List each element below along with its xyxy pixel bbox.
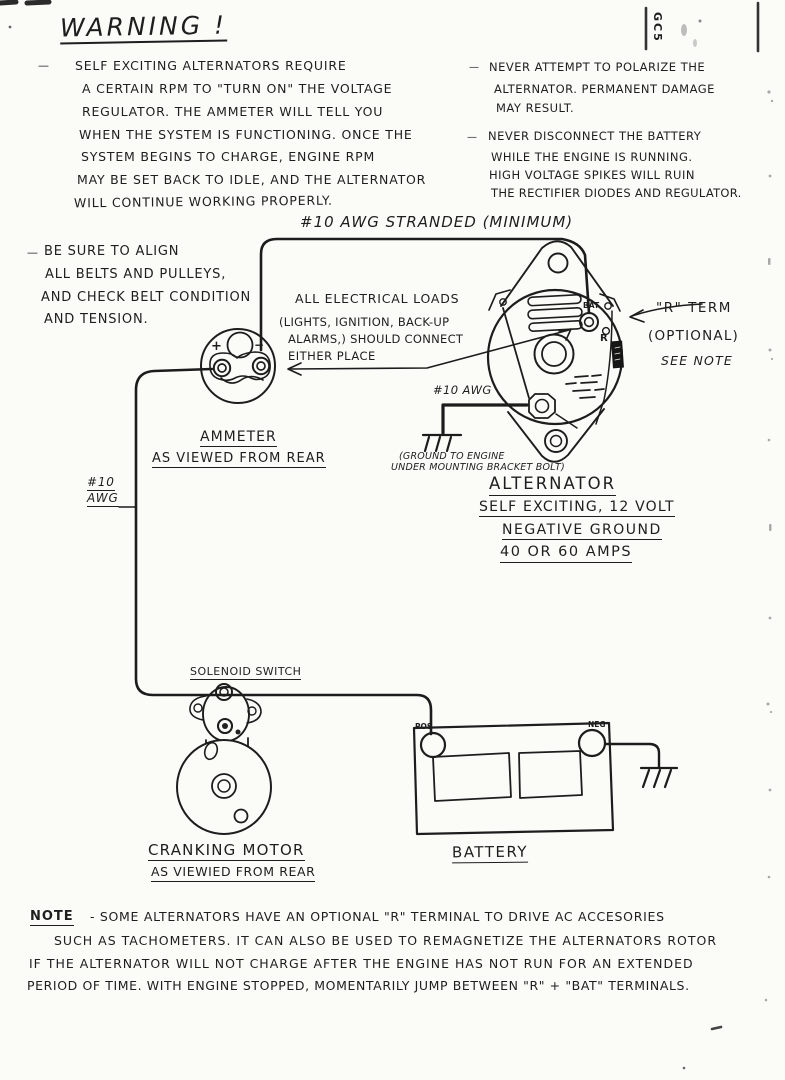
cranking-motor-body [177, 740, 271, 834]
bat-terminal-label: BAT. [583, 301, 601, 310]
ammeter-plus-sign: + [211, 339, 223, 354]
warning-left-line: MAY BE SET BACK TO IDLE, AND THE ALTERNATOR [77, 172, 427, 187]
warning-right-line: MAY RESULT. [496, 101, 575, 115]
left-wire-gauge-label: #10 [87, 475, 115, 489]
cranking-motor-title: CRANKING MOTOR [148, 841, 305, 859]
alternator-drawing [488, 241, 624, 462]
solenoid-title: SOLENOID SWITCH [190, 665, 302, 678]
bullet-dash: — [467, 132, 478, 143]
warning-right-line: ALTERNATOR. PERMANENT DAMAGE [494, 82, 715, 96]
alternator-left-tab [489, 290, 510, 310]
warning-left-line: WILL CONTINUE WORKING PROPERLY. [73, 192, 333, 211]
right-margin-specks [765, 90, 774, 1001]
note-line: PERIOD OF TIME. WITH ENGINE STOPPED, MOMENTARILY JUMP BETWEEN "R" + "BAT" TERMINALS. [27, 978, 690, 993]
alternator-spec-line: NEGATIVE GROUND [502, 522, 662, 538]
left-wire-gauge-label: AWG [87, 491, 119, 505]
note-line: SUCH AS TACHOMETERS. IT CAN ALSO BE USED TO REMAGNETIZE THE ALTERNATORS ROTOR [54, 933, 718, 948]
warning-title: WARNING ! [59, 10, 228, 43]
battery-drawing [414, 720, 613, 834]
ground-note-line: UNDER MOUNTING BRACKET BOLT) [391, 462, 565, 473]
warning-left-line: A CERTAIN RPM TO "TURN ON" THE VOLTAGE [82, 81, 393, 96]
cranking-motor-drawing [177, 740, 271, 834]
warning-left-line: REGULATOR. THE AMMETER WILL TELL YOU [82, 104, 384, 119]
note-label: NOTE [30, 909, 74, 924]
loads-note-line: ALL ELECTRICAL LOADS [295, 291, 460, 306]
cranking-motor-subtitle: AS VIEWIED FROM REAR [151, 866, 315, 882]
warning-left-line: SELF EXCITING ALTERNATORS REQUIRE [75, 58, 347, 73]
r-terminal-label: R [600, 333, 609, 344]
belt-note-line: AND CHECK BELT CONDITION [41, 290, 252, 305]
r-term-note-line: SEE NOTE [661, 353, 734, 368]
alternator-top-ear-hole [549, 254, 568, 273]
battery-neg-label: NEG [588, 720, 606, 729]
ammeter-minus-sign: − [254, 338, 265, 352]
warning-right-line: WHILE THE ENGINE IS RUNNING. [491, 150, 693, 164]
alt-ground-wire-label: #10 AWG [433, 383, 492, 397]
warning-right-line: NEVER ATTEMPT TO POLARIZE THE [489, 60, 706, 74]
r-term-note-line: "R" TERM [656, 300, 732, 316]
alternator-title: ALTERNATOR [489, 476, 616, 496]
ammeter-subtitle: AS VIEWED FROM REAR [152, 451, 326, 466]
warning-right-line: HIGH VOLTAGE SPIKES WILL RUIN [489, 168, 695, 182]
warning-left-line: WHEN THE SYSTEM IS FUNCTIONING. ONCE THE [79, 127, 413, 142]
warning-right-line: NEVER DISCONNECT THE BATTERY [488, 129, 702, 143]
battery-title: BATTERY [451, 842, 529, 862]
ground-symbol-battery [641, 768, 677, 787]
bullet-dash: — [469, 62, 480, 73]
alternator-spec-line: 40 OR 60 AMPS [500, 545, 632, 563]
belt-note-line: BE SURE TO ALIGN [44, 244, 180, 259]
alternator-spec-line: SELF EXCITING, 12 VOLT [479, 499, 675, 515]
ground-note-line: (GROUND TO ENGINE [399, 451, 505, 462]
ground-symbol-alternator [423, 435, 461, 451]
loads-note-line: ALARMS,) SHOULD CONNECT [288, 332, 464, 346]
bullet-dash: — [27, 246, 39, 259]
r-terminal-connector [611, 341, 624, 369]
wire-neg-to-ground [606, 744, 659, 767]
battery-pos-label: POS [415, 722, 433, 731]
loads-note-line: (LIGHTS, IGNITION, BACK-UP [279, 315, 450, 329]
warning-right-line: THE RECTIFIER DIODES AND REGULATOR. [491, 186, 742, 200]
corner-code: GC5 [651, 12, 664, 43]
arrowhead-to-r-terminal [630, 310, 644, 322]
main-wire-gauge-label: #10 AWG STRANDED (MINIMUM) [300, 213, 574, 231]
note-line: - SOME ALTERNATORS HAVE AN OPTIONAL "R" TERMINAL TO DRIVE AC ACCESORIES [90, 909, 665, 924]
r-term-note-line: (OPTIONAL) [648, 328, 740, 344]
warning-left-line: SYSTEM BEGINS TO CHARGE, ENGINE RPM [81, 149, 376, 164]
belt-note-line: ALL BELTS AND PULLEYS, [45, 267, 227, 282]
loads-note-line: EITHER PLACE [288, 349, 376, 363]
note-line: IF THE ALTERNATOR WILL NOT CHARGE AFTER THE ENGINE HAS NOT RUN FOR AN EXTENDED [29, 956, 694, 971]
ammeter-title: AMMETER [200, 429, 277, 445]
bullet-dash: — [38, 59, 50, 72]
belt-note-line: AND TENSION. [44, 312, 149, 327]
